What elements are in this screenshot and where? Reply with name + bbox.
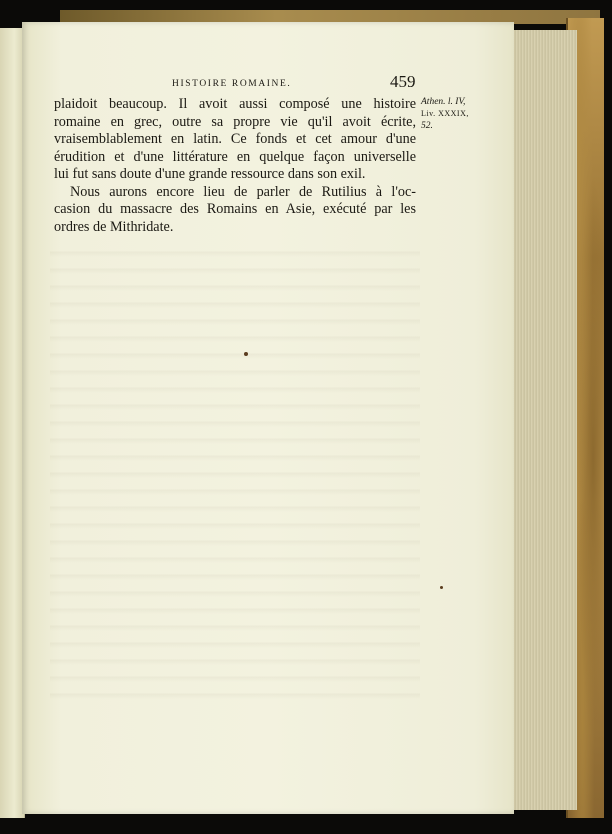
page-fore-edge [506, 30, 577, 810]
marginal-note-line: 52. [421, 121, 433, 131]
text-line: ordres de Mithridate. [54, 218, 174, 235]
text-line: vraisemblablement en latin. Ce fonds et cet amour d'une [54, 131, 416, 147]
running-head: HISTOIRE ROMAINE. [172, 79, 292, 89]
text-line: casion du massacre des Romains en Asie, exécuté par les [54, 201, 416, 217]
text-line: érudition et d'une littérature en quelque façon universelle [54, 148, 416, 165]
marginal-note [421, 96, 483, 132]
page-header [60, 72, 420, 94]
page-number: 459 [390, 72, 416, 91]
foxing-spot [244, 352, 248, 356]
text-line: Nous aurons encore lieu de parler de Rutilius à l'oc- [70, 183, 416, 200]
text-line: plaidoit beaucoup. Il avoit aussi composé une histoire [54, 96, 416, 112]
text-line: lui fut sans doute d'une grande ressource dans son exil. [54, 166, 366, 182]
show-through-text [50, 240, 420, 710]
text-line: romaine en grec, outre sa propre vie qu'il avoit écrite, [54, 113, 416, 130]
marginal-note-line: Athen. l. IV, [421, 97, 466, 107]
marginal-note-line: Liv. XXXIX, [421, 109, 469, 118]
body-text [54, 96, 416, 236]
foxing-spot [440, 586, 443, 589]
